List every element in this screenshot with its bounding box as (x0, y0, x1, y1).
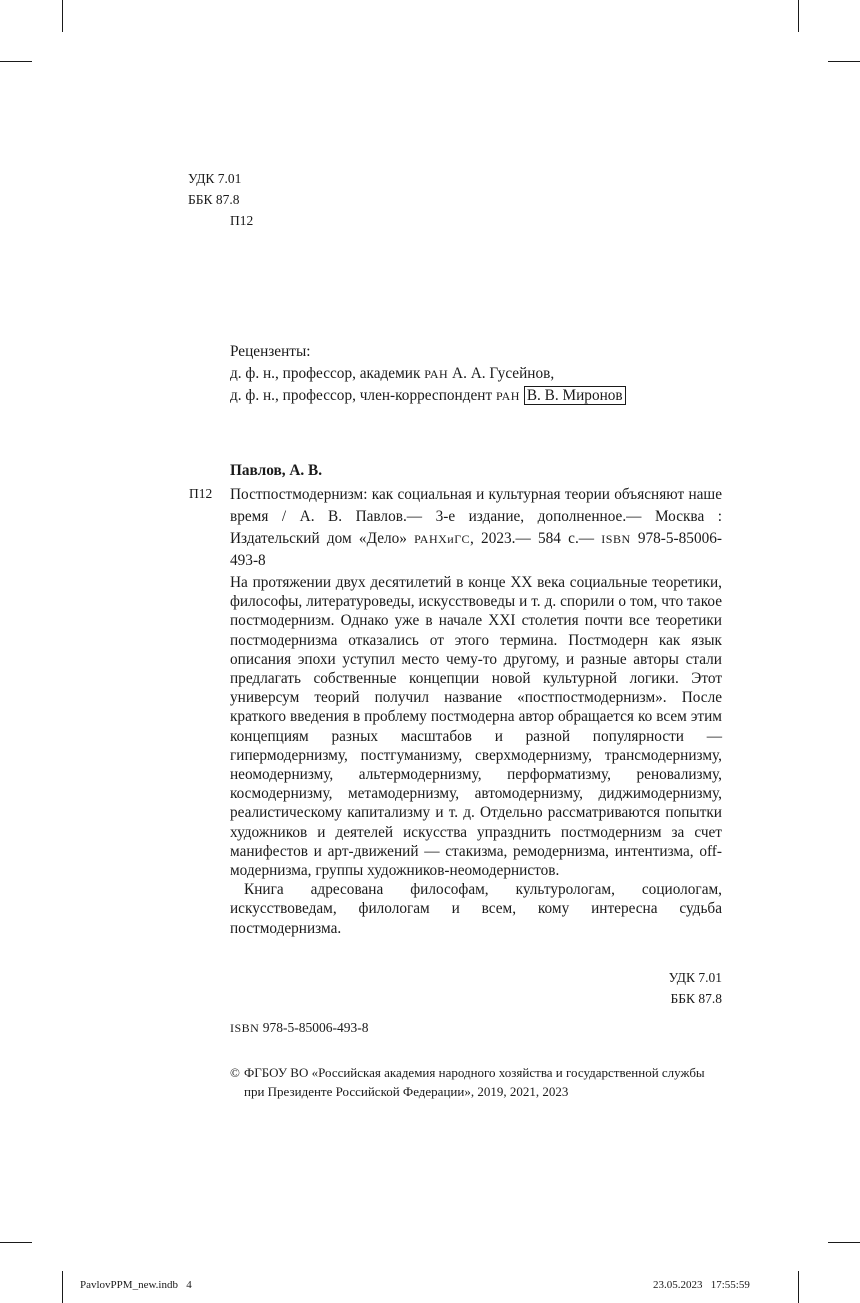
udk-code: УДК 7.01 (188, 171, 242, 186)
crop-mark-top-right (798, 0, 799, 32)
udk-code-bottom: УДК 7.01 (668, 970, 722, 985)
reviewers-block (230, 341, 626, 407)
bib-publisher-org: РАНХиГС (414, 532, 470, 546)
bib-title: Постпостмодернизм: как социальная и культурная теории объясняют наше время / А. В. Павлов.— 3-е издание, дополненное.— Москва : Издательский дом «Дело» (230, 486, 722, 547)
crop-mark-right-bottom (828, 1242, 860, 1243)
classification-codes-bottom (560, 967, 722, 1009)
crop-mark-top-left (62, 0, 63, 32)
reviewer-1-org: РАН (424, 367, 449, 381)
crop-mark-left-bottom (0, 1242, 32, 1243)
bbk-code-bottom: ББК 87.8 (670, 991, 722, 1006)
record-author-sign: П12 (189, 486, 213, 501)
author-heading: Павлов, А. В. (230, 462, 323, 479)
reviewers-heading: Рецензенты: (230, 343, 311, 360)
bib-isbn-number: 978-5-85006-493-8 (230, 530, 722, 569)
author-sign: П12 (230, 213, 254, 228)
crop-mark-bottom-right (798, 1271, 799, 1303)
isbn-line (230, 1020, 368, 1036)
copyright-notice (230, 1063, 725, 1101)
classification-codes (188, 168, 253, 231)
reviewer-2 (230, 385, 626, 407)
footer-timestamp: 23.05.2023 17:55:59 (653, 1279, 750, 1291)
reviewer-2-name-boxed: В. В. Миронов (524, 386, 626, 405)
reviewer-2-org: РАН (496, 389, 520, 403)
isbn-label: ISBN (230, 1021, 260, 1035)
bib-isbn-label: ISBN (601, 532, 631, 546)
isbn-number: 978-5-85006-493-8 (259, 1020, 369, 1035)
reviewer-2-title: д. ф. н., профессор, член-корреспондент (230, 387, 496, 404)
crop-mark-right-top (828, 61, 860, 62)
crop-mark-bottom-left (62, 1271, 63, 1303)
crop-mark-left-top (0, 61, 32, 62)
abstract (230, 573, 722, 938)
bbk-code: ББК 87.8 (188, 192, 240, 207)
copyright-symbol: © (230, 1065, 240, 1080)
abstract-paragraph-1: На протяжении двух десятилетий в конце XX века социальные теоретики, философы, литературоведы, искусствоведы и т. д. спорили о том, что такое постмодернизм. Однако уже в начале XXI столетия почти все теоретики постмодернизма отказались от этого термина. Постмодерн как язык описания эпохи уступил место чему-то другому, и разные авторы стали предлагать собственные концепции новой культурной логики. Этот универсум теорий получил название «постпостмодернизм». После краткого введения в проблему постмодерна автор обращается ко всем этим концепциям разных масштабов и разной популярности — гипермодернизму, постгуманизму, сверхмодернизму, трансмодернизму, неомодернизму, альтермодернизму, перформатизму, реновализму, космодернизму, метамодернизму, автомодернизму, диджимодернизму, реалистическому капитализму и т. д. Отдельно рассматриваются попытки художников и деятелей искусства упразднить постмодернизм за счет манифестов и арт-движений — стакизма, ремодернизма, интентизма, off-модернизма, группы художников-неомодернистов. (230, 574, 722, 880)
reviewer-1-name: А. А. Гусейнов, (448, 365, 555, 382)
abstract-paragraph-2: Книга адресована философам, культурологам, социологам, искусствоведам, филологам и всем, кому интересна судьба постмодернизма. (230, 881, 722, 937)
bibliographic-description (230, 484, 722, 572)
copyright-text: ФГБОУ ВО «Российская академия народного хозяйства и государственной службы при Президенте Российской Федерации», 2019, 2021, 2023 (244, 1065, 705, 1099)
footer-file-name: PavlovPPM_new.indb 4 (80, 1279, 192, 1291)
reviewer-1-title: д. ф. н., профессор, академик (230, 365, 425, 382)
bib-year-pages: , 2023.— 584 с.— (470, 530, 602, 547)
reviewer-1 (230, 363, 626, 385)
